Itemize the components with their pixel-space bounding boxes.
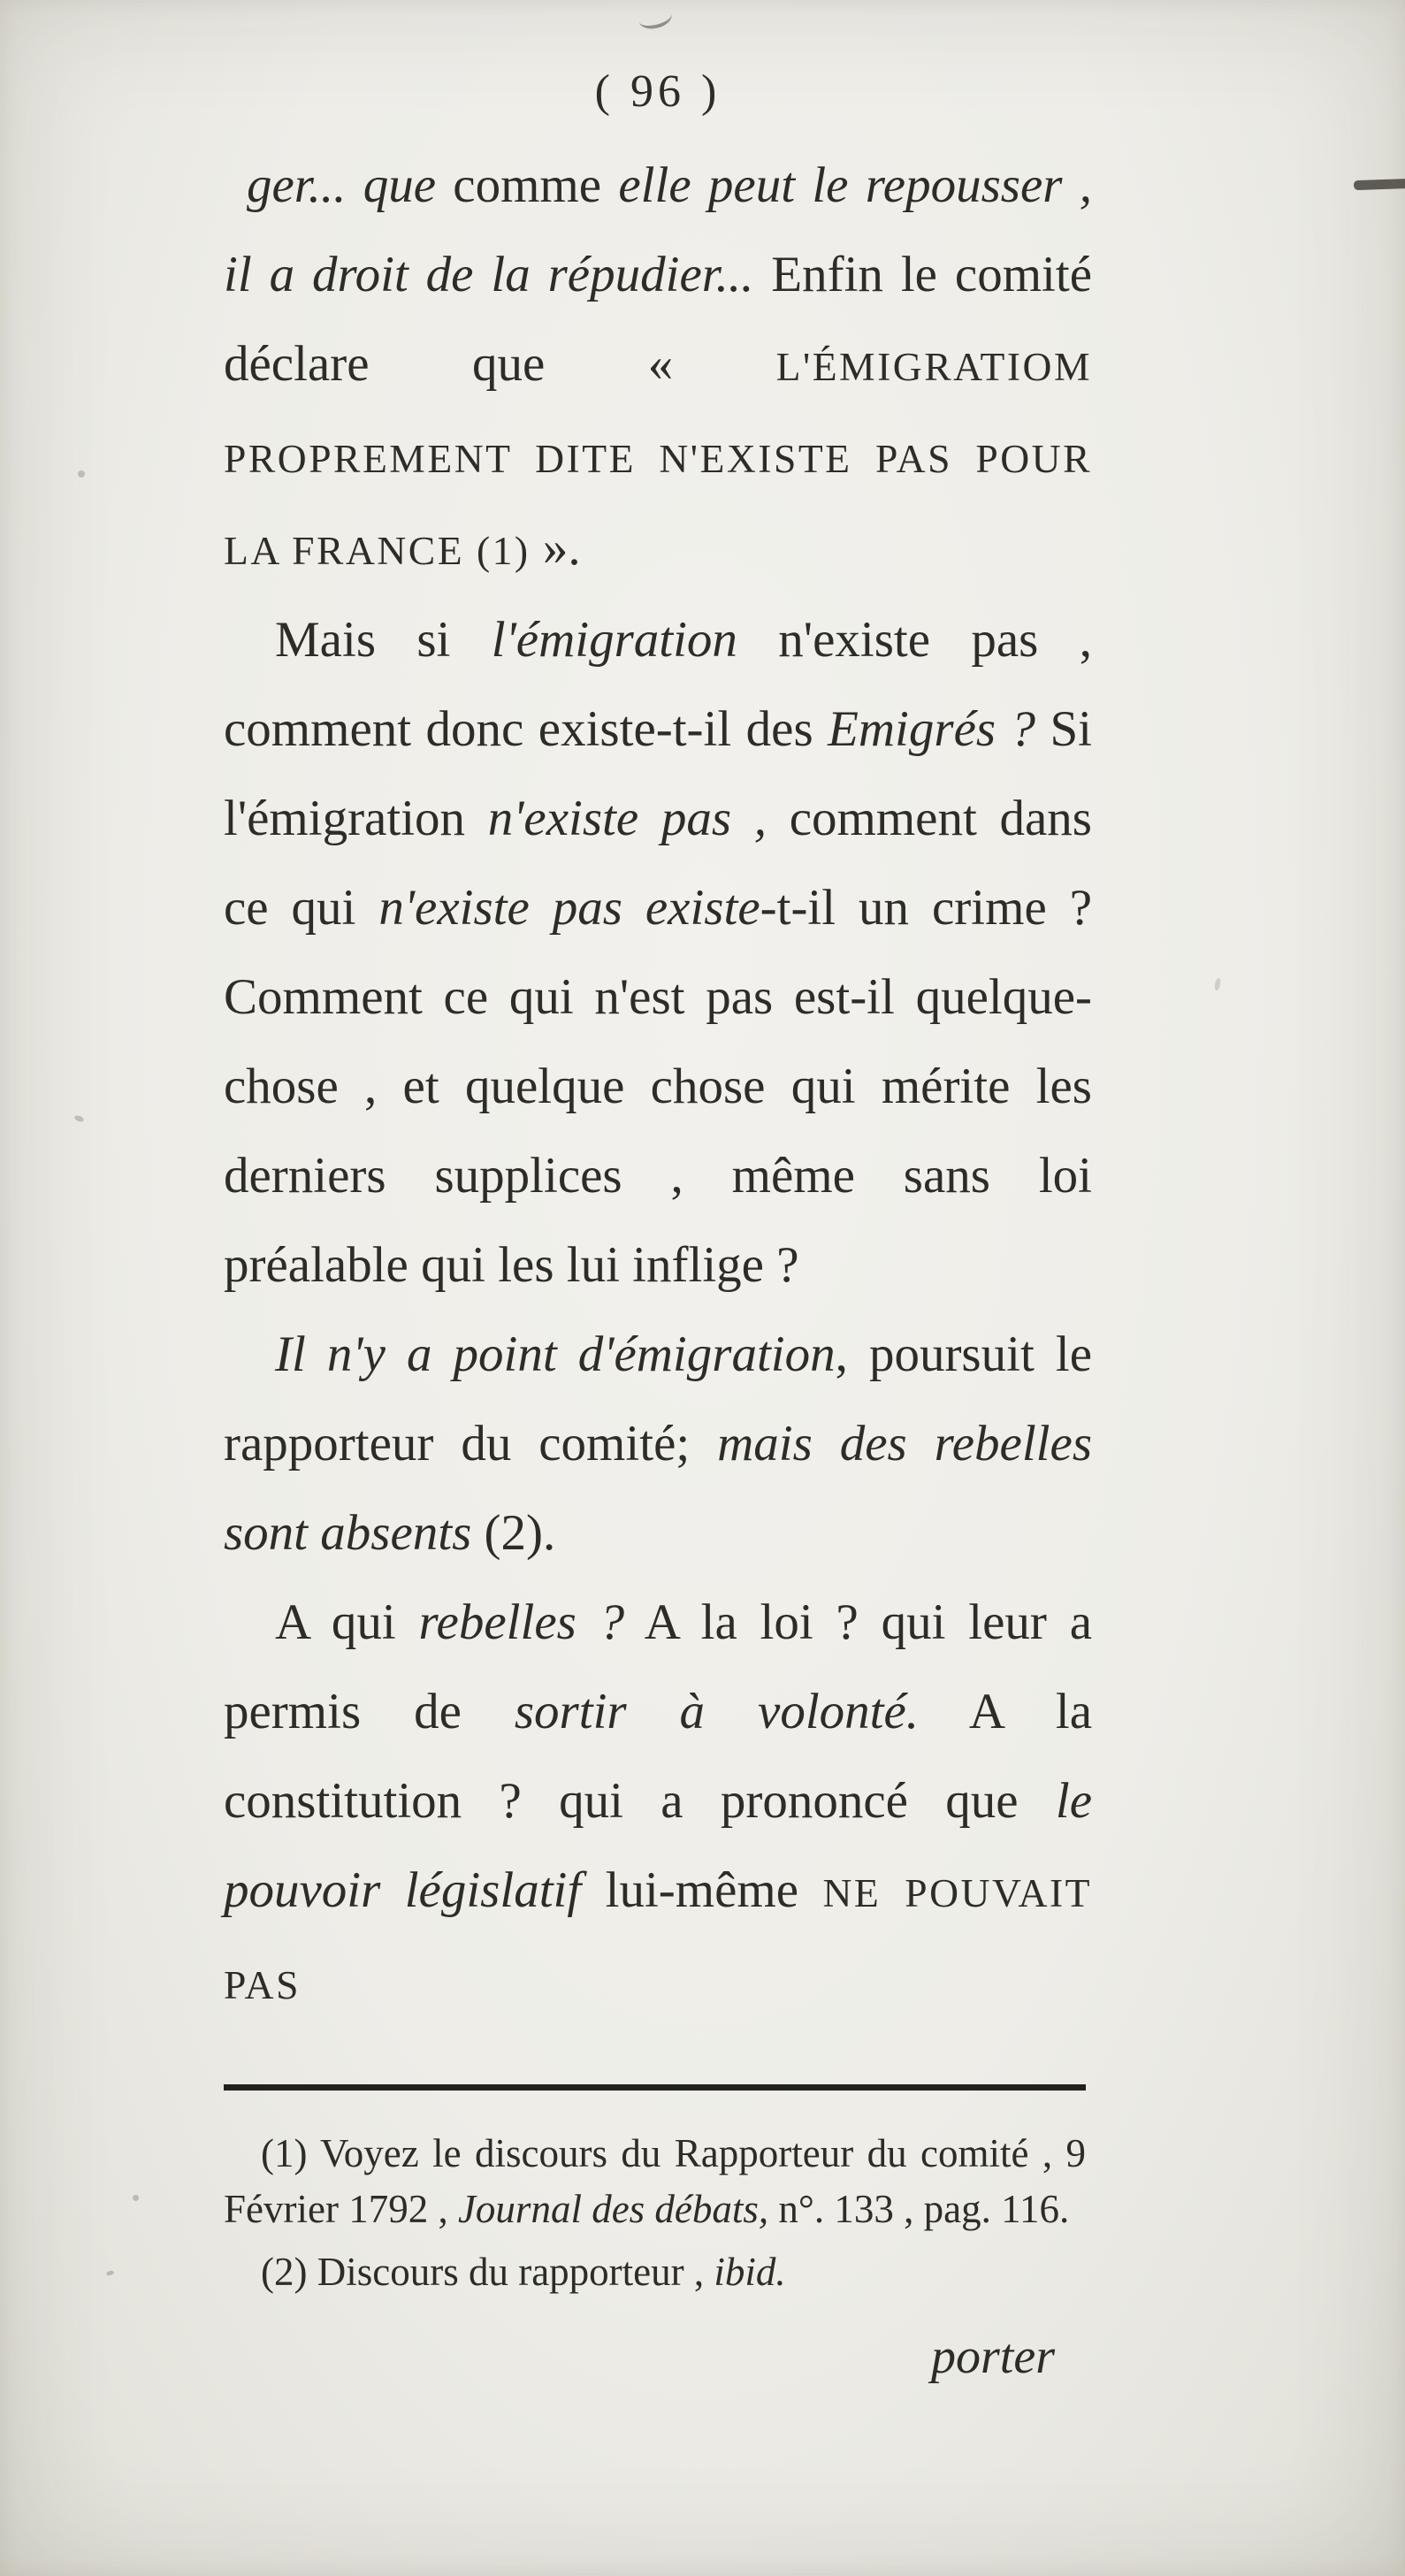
- paper-speck: [106, 2270, 115, 2276]
- text-segment: Emigrés ?: [828, 701, 1035, 757]
- text-segment: -t-il un crime ? Comment ce qui n'est pas est-il quelque-chose , et quelque chose qui mérite les derniers supplices , même sans loi préalable qui les lui inflige ?: [224, 880, 1092, 1293]
- text-segment: l'émigration: [491, 612, 737, 668]
- paper-speck: [133, 2195, 139, 2201]
- paragraph: [224, 1310, 1092, 1578]
- text-segment: Il n'y a point d'émigration: [275, 1326, 836, 1382]
- text-segment: n'existe pas ,: [487, 791, 767, 846]
- text-segment: le pouvoir législatif: [224, 1773, 1092, 1918]
- text-segment: (1) Voyez le discours du Rapporteur du comité , 9 Février 1792 ,: [224, 2131, 1086, 2231]
- ink-mark: [1354, 179, 1405, 190]
- text-segment: ibid.: [714, 2250, 786, 2294]
- text-segment: A qui: [275, 1594, 419, 1650]
- footnotes: [224, 2126, 1086, 2300]
- text-segment: comme: [436, 157, 619, 213]
- text-segment: n'existe pas , comment donc existe-t-il des: [224, 612, 1092, 757]
- text-segment: comment dans ce qui: [224, 791, 1092, 936]
- footnote-2: [224, 2244, 1086, 2300]
- text-segment: A la loi ? qui leur a permis de: [224, 1594, 1093, 1739]
- text-segment: rebelles ?: [418, 1594, 625, 1650]
- footnote-1: [224, 2126, 1086, 2237]
- main-text: [224, 141, 1092, 2029]
- text-segment: ».: [530, 520, 581, 576]
- paragraph: [224, 595, 1092, 1310]
- text-segment: n'existe pas existe: [378, 880, 760, 936]
- paper-speck: [73, 1114, 84, 1122]
- text-segment: Enfin le comité déclare que «: [224, 247, 1093, 392]
- text-segment: Si l'émigration: [224, 701, 1092, 846]
- text-segment: sortir à volonté.: [514, 1684, 920, 1739]
- paper-speck: [78, 470, 85, 478]
- text-segment: A la constitution ? qui a prononcé que: [224, 1684, 1093, 1829]
- text-segment: lui-même: [581, 1862, 823, 1918]
- text-segment: n°. 133 , pag. 116.: [768, 2187, 1070, 2231]
- text-segment: elle peut le repousser , il a droit de la répudier...: [224, 157, 1092, 302]
- footnote-divider: [224, 2084, 1086, 2091]
- page-number: ( 96 ): [594, 66, 722, 117]
- text-segment: NE POUVAIT PAS: [224, 1870, 1092, 2007]
- text-segment: ger... que: [247, 157, 436, 213]
- text-segment: mais des rebelles sont absents: [224, 1416, 1092, 1561]
- text-segment: L'ÉMIGRATIOM PROPREMENT DITE N'EXISTE PAS POUR LA FRANCE (1): [224, 344, 1092, 573]
- paragraph-continuation: [224, 141, 1092, 595]
- text-segment: (2) Discours du rapporteur ,: [261, 2250, 714, 2294]
- paragraph: [224, 1578, 1092, 2029]
- text-segment: , poursuit le rapporteur du comité;: [224, 1326, 1092, 1471]
- text-segment: (2).: [471, 1505, 556, 1561]
- paper-speck: [1214, 978, 1222, 991]
- text-segment: Journal des débats,: [457, 2187, 769, 2231]
- catchword: porter: [931, 2329, 1055, 2384]
- text-segment: Mais si: [275, 612, 492, 668]
